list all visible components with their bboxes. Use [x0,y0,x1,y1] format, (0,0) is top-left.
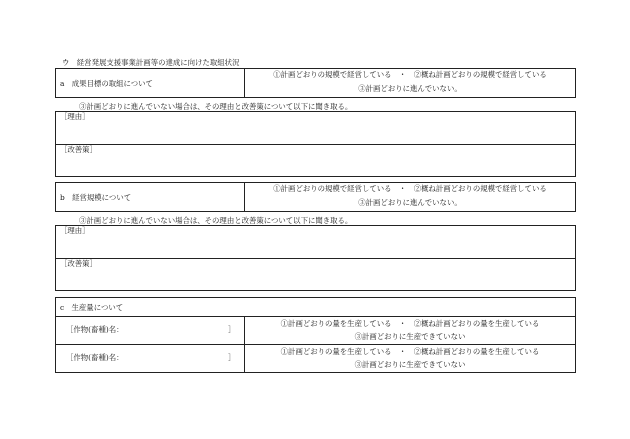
item-a-options-line1[interactable]: ①計画どおりの規模で経営している ・ ②概ね計画どおりの規模で経営している [273,70,547,79]
item-c-header-divider [55,316,576,317]
item-a-improve-field[interactable] [56,155,575,176]
item-c-row2-crop-close: ］ [228,353,236,362]
item-c-row2-options-line1[interactable]: ①計画どおりの量を生産している ・ ②概ね計画どおりの量を生産している [280,347,540,356]
item-c-row-divider [55,344,576,345]
item-a-options-line2[interactable]: ③計画どおりに進んでいない。 [358,84,462,93]
item-a-reason-field[interactable] [56,122,575,143]
item-c-row1-crop-close: ］ [228,325,236,334]
item-c-row2-crop-label: ［作物(畜種)名： [66,353,124,362]
item-b-improve-field[interactable] [56,269,575,290]
item-b-reason-label: ［理由］ [60,226,90,235]
item-c-label: c 生産量について [60,303,124,312]
item-c-row1-options-line1[interactable]: ①計画どおりの量を生産している ・ ②概ね計画どおりの量を生産している [280,319,540,328]
section-title: ウ 経営発展支援事業計画等の達成に向けた取組状況 [62,58,240,67]
item-b-options-line1[interactable]: ①計画どおりの規模で経営している ・ ②概ね計画どおりの規模で経営している [273,184,547,193]
item-b-options-line2[interactable]: ③計画どおりに進んでいない。 [358,198,462,207]
item-b-reason-field[interactable] [56,236,575,257]
item-a-reason-label: ［理由］ [60,112,90,121]
item-b-note: ③計画どおりに進んでいない場合は、その理由と改善策について以下に聞き取る。 [79,216,353,225]
item-c-row1-options-line2[interactable]: ③計画どおりに生産できていない [354,332,466,341]
item-b-improve-label: ［改善策］ [60,259,97,268]
item-c-row1-crop-label: ［作物(畜種)名： [66,325,124,334]
item-c-row2-crop-field[interactable] [130,350,226,364]
item-a-label: a 成果目標の取組について [60,79,153,88]
item-c-row2-options-line2[interactable]: ③計画どおりに生産できていない [354,360,466,369]
item-a-improve-label: ［改善策］ [60,145,97,154]
item-b-label: b 経営規模について [60,193,132,202]
item-b-reason-divider [55,258,576,259]
item-c-row1-crop-field[interactable] [130,322,226,336]
item-a-note: ③計画どおりに進んでいない場合は、その理由と改善策について以下に聞き取る。 [79,102,353,111]
item-a-reason-divider [55,144,576,145]
